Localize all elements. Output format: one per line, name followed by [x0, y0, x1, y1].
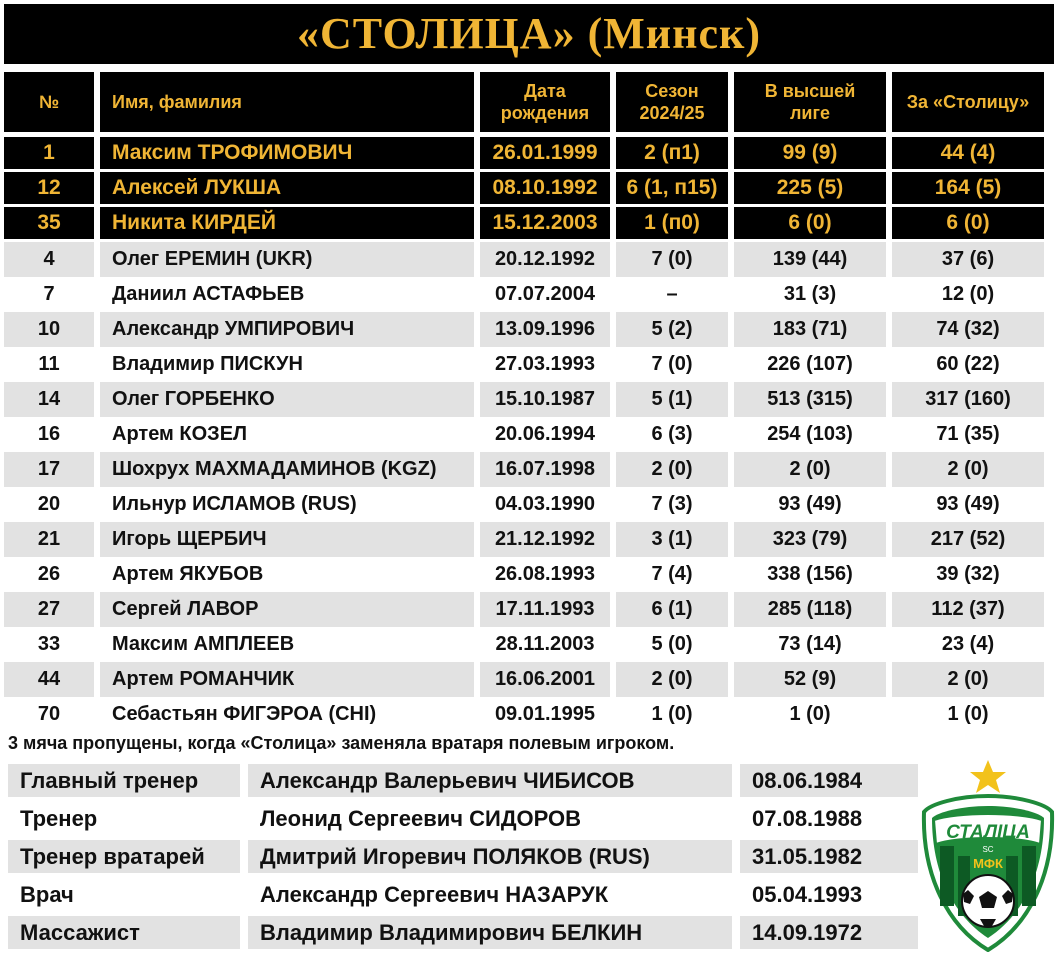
player-club: 6 (0)	[892, 207, 1044, 239]
player-club: 23 (4)	[892, 627, 1044, 662]
player-dob: 21.12.1992	[480, 522, 610, 557]
header-number: №	[4, 72, 94, 132]
player-number: 12	[4, 172, 94, 204]
player-club: 60 (22)	[892, 347, 1044, 382]
header-dob	[480, 72, 610, 132]
player-name: Олег ЕРЕМИН (UKR)	[100, 242, 474, 277]
player-league: 285 (118)	[734, 592, 886, 627]
logo-text: СТАЛІЦА	[946, 822, 1030, 843]
player-league: 52 (9)	[734, 662, 886, 697]
player-name: Сергей ЛАВОР	[100, 592, 474, 627]
player-name: Олег ГОРБЕНКО	[100, 382, 474, 417]
soccer-ball-icon	[962, 875, 1014, 927]
player-league: 1 (0)	[734, 697, 886, 732]
player-league: 93 (49)	[734, 487, 886, 522]
player-club: 2 (0)	[892, 452, 1044, 487]
player-number: 11	[4, 347, 94, 382]
player-league: 225 (5)	[734, 172, 886, 204]
player-name: Даниил АСТАФЬЕВ	[100, 277, 474, 312]
player-season: 7 (4)	[616, 557, 728, 592]
squad-table	[4, 72, 1054, 732]
player-dob: 27.03.1993	[480, 347, 610, 382]
player-name: Никита КИРДЕЙ	[100, 207, 474, 239]
table-row	[4, 452, 1054, 487]
header-league	[734, 72, 886, 132]
header-league-line2: лиге	[789, 103, 830, 123]
player-name: Шохрух МАХМАДАМИНОВ (KGZ)	[100, 452, 474, 487]
player-dob: 15.12.2003	[480, 207, 610, 239]
player-dob: 26.08.1993	[480, 557, 610, 592]
player-club: 37 (6)	[892, 242, 1044, 277]
table-row	[4, 522, 1054, 557]
header-dob-line1: Дата	[524, 81, 566, 101]
player-season: 7 (3)	[616, 487, 728, 522]
player-number: 26	[4, 557, 94, 592]
player-season: 6 (3)	[616, 417, 728, 452]
footnote: 3 мяча пропущены, когда «Столица» заменяла вратаря полевым игроком.	[8, 733, 675, 753]
logo-sub: МФК	[973, 856, 1003, 871]
player-club: 317 (160)	[892, 382, 1044, 417]
player-number: 16	[4, 417, 94, 452]
header-season	[616, 72, 728, 132]
player-dob: 13.09.1996	[480, 312, 610, 347]
star-icon	[970, 760, 1006, 793]
page-title: «СТОЛИЦА» (Минск)	[4, 4, 1054, 64]
staff-row	[8, 764, 918, 797]
player-club: 112 (37)	[892, 592, 1044, 627]
player-dob: 04.03.1990	[480, 487, 610, 522]
goalkeeper-rows	[4, 137, 1054, 239]
table-row	[4, 662, 1054, 697]
header-name: Имя, фамилия	[100, 72, 474, 132]
player-number: 33	[4, 627, 94, 662]
player-dob: 07.07.2004	[480, 277, 610, 312]
player-club: 39 (32)	[892, 557, 1044, 592]
player-dob: 09.01.1995	[480, 697, 610, 732]
player-name: Максим ТРОФИМОВИЧ	[100, 137, 474, 169]
table-row	[4, 347, 1054, 382]
staff-name: Дмитрий Игоревич ПОЛЯКОВ (RUS)	[248, 840, 732, 873]
player-season: –	[616, 277, 728, 312]
player-club: 71 (35)	[892, 417, 1044, 452]
staff-dob: 07.08.1988	[740, 802, 918, 835]
staff-name: Александр Валерьевич ЧИБИСОВ	[248, 764, 732, 797]
logo-sc: SC	[982, 845, 994, 854]
table-row	[4, 277, 1054, 312]
staff-role: Врач	[8, 878, 240, 911]
staff-name: Александр Сергеевич НАЗАРУК	[248, 878, 732, 911]
player-season: 7 (0)	[616, 347, 728, 382]
player-name: Игорь ЩЕРБИЧ	[100, 522, 474, 557]
club-logo	[918, 756, 1058, 952]
staff-table	[8, 764, 918, 954]
staff-dob: 08.06.1984	[740, 764, 918, 797]
player-club: 44 (4)	[892, 137, 1044, 169]
player-dob: 16.06.2001	[480, 662, 610, 697]
player-number: 7	[4, 277, 94, 312]
player-season: 1 (п0)	[616, 207, 728, 239]
player-club: 93 (49)	[892, 487, 1044, 522]
player-league: 323 (79)	[734, 522, 886, 557]
player-season: 2 (п1)	[616, 137, 728, 169]
staff-dob: 31.05.1982	[740, 840, 918, 873]
table-header	[4, 72, 1054, 132]
header-dob-line2: рождения	[500, 103, 590, 123]
table-row	[4, 417, 1054, 452]
player-name: Артем ЯКУБОВ	[100, 557, 474, 592]
staff-dob: 14.09.1972	[740, 916, 918, 949]
staff-row	[8, 878, 918, 911]
table-row	[4, 172, 1054, 204]
player-name: Себастьян ФИГЭРОА (CHI)	[100, 697, 474, 732]
player-league: 99 (9)	[734, 137, 886, 169]
staff-row	[8, 916, 918, 949]
player-name: Алексей ЛУКША	[100, 172, 474, 204]
player-club: 12 (0)	[892, 277, 1044, 312]
staff-role: Главный тренер	[8, 764, 240, 797]
player-name: Максим АМПЛЕЕВ	[100, 627, 474, 662]
player-name: Ильнур ИСЛАМОВ (RUS)	[100, 487, 474, 522]
player-dob: 28.11.2003	[480, 627, 610, 662]
player-dob: 08.10.1992	[480, 172, 610, 204]
player-league: 226 (107)	[734, 347, 886, 382]
table-row	[4, 697, 1054, 732]
player-league: 254 (103)	[734, 417, 886, 452]
player-club: 74 (32)	[892, 312, 1044, 347]
player-league: 513 (315)	[734, 382, 886, 417]
player-name: Артем КОЗЕЛ	[100, 417, 474, 452]
player-number: 10	[4, 312, 94, 347]
player-season: 5 (1)	[616, 382, 728, 417]
table-row	[4, 592, 1054, 627]
table-row	[4, 487, 1054, 522]
player-number: 14	[4, 382, 94, 417]
player-season: 2 (0)	[616, 452, 728, 487]
player-season: 5 (0)	[616, 627, 728, 662]
player-season: 6 (1)	[616, 592, 728, 627]
table-row	[4, 382, 1054, 417]
header-league-line1: В высшей	[764, 81, 856, 101]
player-league: 31 (3)	[734, 277, 886, 312]
player-number: 4	[4, 242, 94, 277]
table-row	[4, 557, 1054, 592]
player-dob: 17.11.1993	[480, 592, 610, 627]
player-dob: 16.07.1998	[480, 452, 610, 487]
player-club: 217 (52)	[892, 522, 1044, 557]
player-dob: 20.12.1992	[480, 242, 610, 277]
player-name: Владимир ПИСКУН	[100, 347, 474, 382]
staff-role: Массажист	[8, 916, 240, 949]
player-season: 3 (1)	[616, 522, 728, 557]
table-row	[4, 137, 1054, 169]
player-name: Артем РОМАНЧИК	[100, 662, 474, 697]
staff-dob: 05.04.1993	[740, 878, 918, 911]
player-name: Александр УМПИРОВИЧ	[100, 312, 474, 347]
player-dob: 15.10.1987	[480, 382, 610, 417]
player-rows	[4, 242, 1054, 732]
header-club: За «Столицу»	[892, 72, 1044, 132]
player-number: 70	[4, 697, 94, 732]
player-league: 2 (0)	[734, 452, 886, 487]
table-row	[4, 207, 1054, 239]
player-number: 35	[4, 207, 94, 239]
player-season: 6 (1, п15)	[616, 172, 728, 204]
table-row	[4, 242, 1054, 277]
table-row	[4, 627, 1054, 662]
player-league: 183 (71)	[734, 312, 886, 347]
player-number: 20	[4, 487, 94, 522]
player-season: 7 (0)	[616, 242, 728, 277]
header-season-line1: Сезон	[645, 81, 699, 101]
player-club: 1 (0)	[892, 697, 1044, 732]
staff-name: Владимир Владимирович БЕЛКИН	[248, 916, 732, 949]
player-number: 17	[4, 452, 94, 487]
player-league: 139 (44)	[734, 242, 886, 277]
header-season-line2: 2024/25	[639, 103, 705, 123]
player-dob: 20.06.1994	[480, 417, 610, 452]
player-club: 164 (5)	[892, 172, 1044, 204]
player-club: 2 (0)	[892, 662, 1044, 697]
player-season: 2 (0)	[616, 662, 728, 697]
table-row	[4, 312, 1054, 347]
staff-role: Тренер	[8, 802, 240, 835]
player-number: 21	[4, 522, 94, 557]
player-number: 1	[4, 137, 94, 169]
staff-row	[8, 840, 918, 873]
player-season: 1 (0)	[616, 697, 728, 732]
staff-role: Тренер вратарей	[8, 840, 240, 873]
player-league: 338 (156)	[734, 557, 886, 592]
player-league: 73 (14)	[734, 627, 886, 662]
player-number: 27	[4, 592, 94, 627]
player-league: 6 (0)	[734, 207, 886, 239]
player-dob: 26.01.1999	[480, 137, 610, 169]
player-number: 44	[4, 662, 94, 697]
staff-row	[8, 802, 918, 835]
staff-name: Леонид Сергеевич СИДОРОВ	[248, 802, 732, 835]
player-season: 5 (2)	[616, 312, 728, 347]
